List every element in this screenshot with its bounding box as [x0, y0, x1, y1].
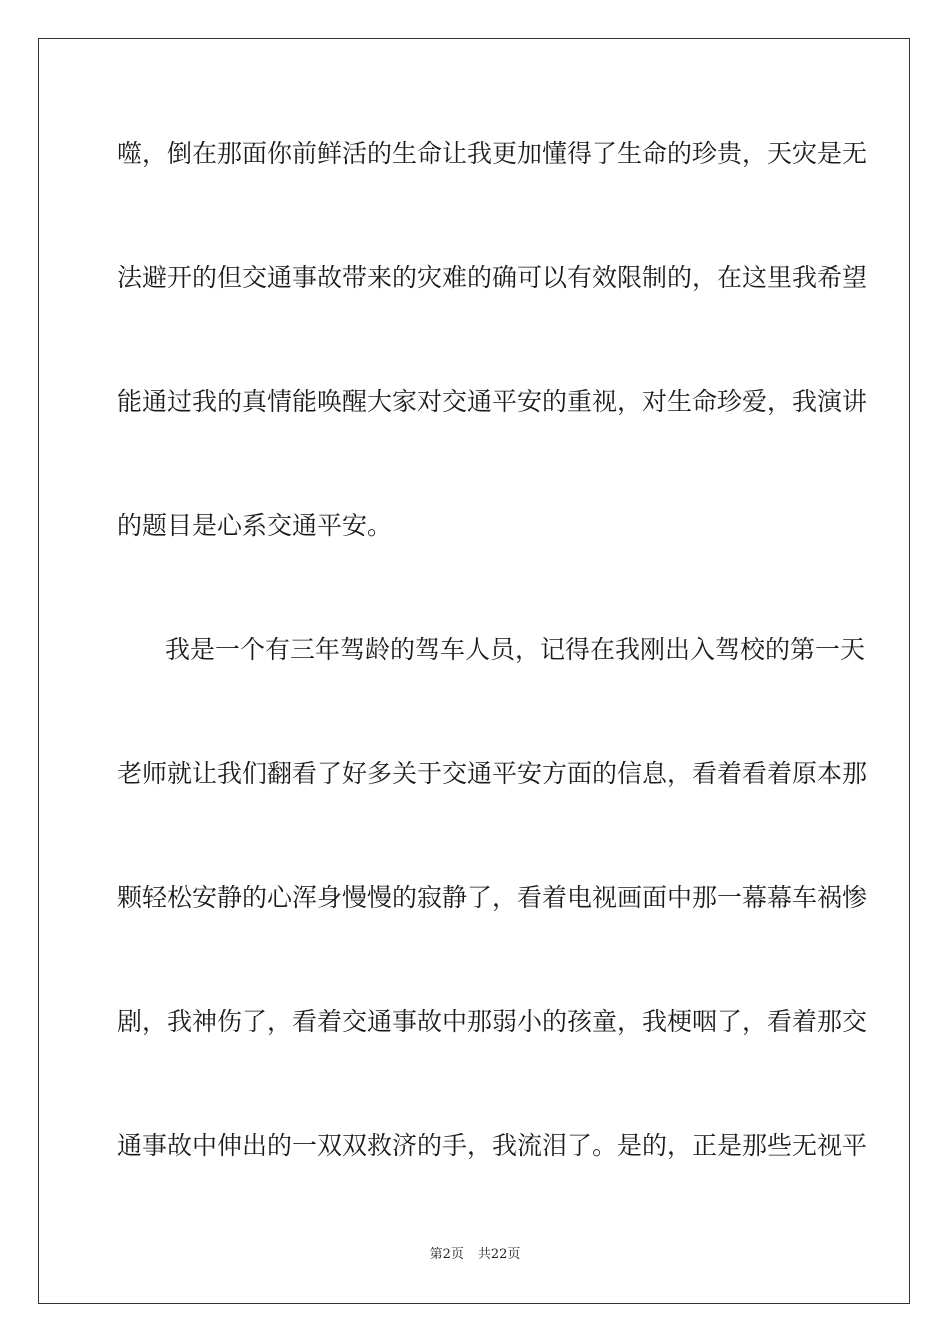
- text-line-9: 通事故中伸出的一双双救济的手，我流泪了。是的，正是那些无视平: [117, 1131, 868, 1160]
- page-border: [38, 38, 910, 1304]
- text-line-4: 的题目是心系交通平安。: [117, 511, 393, 540]
- page-footer: [0, 1246, 950, 1264]
- text-line-7: 颗轻松安静的心浑身慢慢的寂静了，看着电视画面中那一幕幕车祸惨: [117, 883, 868, 912]
- text-line-1: 噬，倒在那面你前鲜活的生命让我更加懂得了生命的珍贵，天灾是无: [117, 139, 868, 168]
- page-total: 共22页: [477, 1247, 521, 1262]
- text-line-3: 能通过我的真情能唤醒大家对交通平安的重视，对生命珍爱，我演讲: [117, 387, 868, 416]
- text-line-6: 老师就让我们翻看了好多关于交通平安方面的信息，看着看着原本那: [117, 759, 868, 788]
- text-line-2: 法避开的但交通事故带来的灾难的确可以有效限制的，在这里我希望: [117, 263, 868, 292]
- page-number: 第2页: [429, 1247, 464, 1262]
- text-line-5: 我是一个有三年驾龄的驾车人员，记得在我刚出入驾校的第一天: [165, 635, 866, 664]
- text-line-8: 剧，我神伤了，看着交通事故中那弱小的孩童，我梗咽了，看着那交: [117, 1007, 868, 1036]
